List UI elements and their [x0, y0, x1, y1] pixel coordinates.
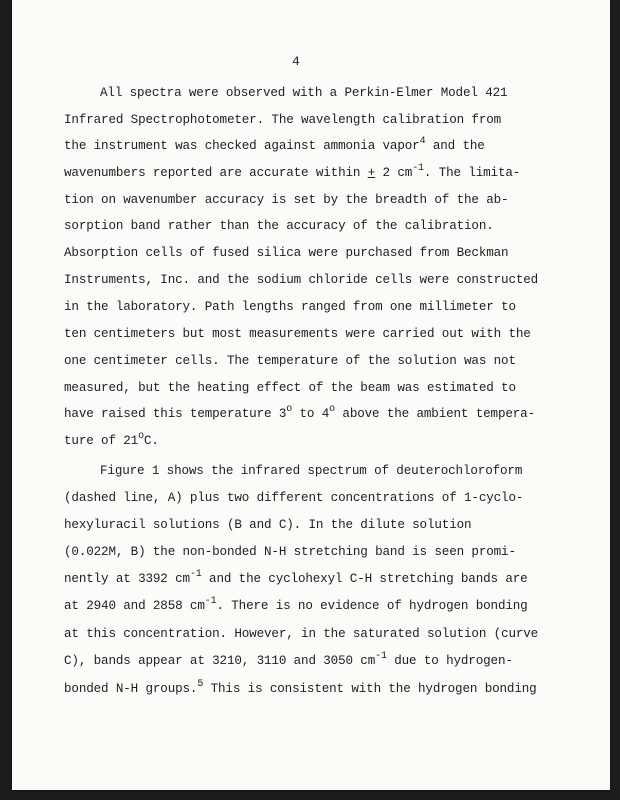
text-line: Infrared Spectrophotometer. The wavelength calibration from	[64, 113, 502, 127]
text-line: have raised this temperature 3$^o$ to 4$^o$ above the ambient tempera-	[64, 404, 536, 421]
text-line: wavenumbers reported are accurate within + 2 $cm^{-1}$. The limita-	[64, 163, 521, 180]
text-line: Figure 1 shows the infrared spectrum of deuterochloroform	[100, 464, 523, 478]
text-line: nently at 3392 $cm^{-1}$ and the cyclohexyl C-H stretching bands are	[64, 569, 528, 586]
page-number: 4	[292, 54, 300, 69]
text-line: bonded N-H groups.$^5$ This is consistent with the hydrogen bonding	[64, 679, 537, 696]
text-line: at 2940 and 2858 $cm^{-1}$. There is no evidence of hydrogen bonding	[64, 596, 528, 613]
footnote-marker: 4	[419, 136, 426, 147]
text-line: sorption band rather than the accuracy of the calibration.	[64, 219, 494, 233]
text-line: Instruments, Inc. and the sodium chloride cells were constructed	[64, 273, 539, 287]
text-line: tion on wavenumber accuracy is set by the breadth of the ab-	[64, 193, 509, 207]
text-line: the instrument was checked against ammonia vapor$^4$ and the	[64, 136, 485, 153]
text-line: ture of 21$^o$C.	[64, 431, 159, 448]
text-line: (dashed line, A) plus two different concentrations of 1-cyclo-	[64, 491, 524, 505]
text-line: hexyluracil solutions (B and C). In the dilute solution	[64, 518, 472, 532]
text-line: All spectra were observed with a Perkin-Elmer Model 421	[100, 86, 508, 100]
footnote-marker: 5	[197, 679, 204, 690]
text-line: ten centimeters but most measurements were carried out with the	[64, 327, 531, 341]
text-line: C), bands appear at 3210, 3110 and 3050 $cm^{-1}$ due to hydrogen-	[64, 651, 513, 668]
text-line: Absorption cells of fused silica were purchased from Beckman	[64, 246, 509, 260]
text-line: at this concentration. However, in the saturated solution (curve	[64, 627, 539, 641]
text-line: in the laboratory. Path lengths ranged from one millimeter to	[64, 300, 516, 314]
document-page	[12, 0, 610, 790]
text-line: one centimeter cells. The temperature of the solution was not	[64, 354, 516, 368]
text-line: (0.022M, B) the non-bonded N-H stretching band is seen promi-	[64, 545, 516, 559]
text-line: measured, but the heating effect of the beam was estimated to	[64, 381, 516, 395]
